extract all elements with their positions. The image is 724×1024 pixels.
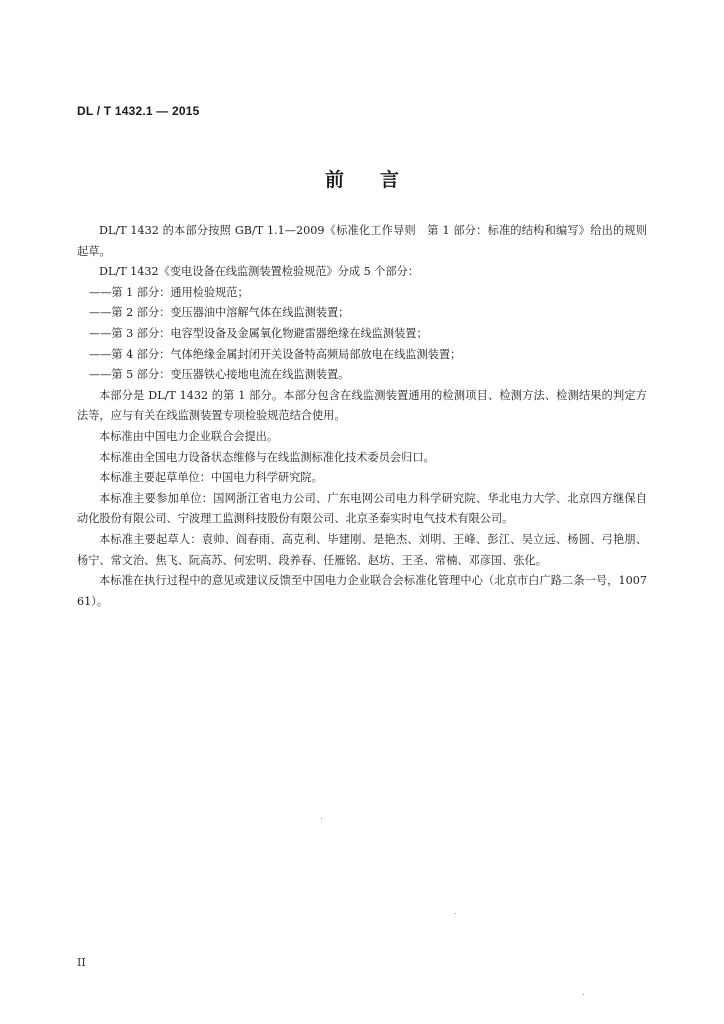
standard-code-header: DL / T 1432.1 — 2015 bbox=[77, 104, 200, 118]
list-item-part-5: ——第 5 部分：变压器铁心接地电流在线监测装置。 bbox=[89, 368, 350, 382]
paragraph-parts-intro: DL/T 1432《变电设备在线监测装置检验规范》分成 5 个部分： bbox=[99, 265, 420, 279]
paragraph-main-drafting-unit: 本标准主要起草单位：中国电力科学研究院。 bbox=[99, 471, 323, 485]
paragraph-under-jurisdiction: 本标准由全国电力设备状态维修与在线监测标准化技术委员会归口。 bbox=[99, 450, 435, 464]
page-number: II bbox=[77, 956, 86, 969]
paragraph-participating-units: 本标准主要参加单位：国网浙江省电力公司、广东电网公司电力科学研究院、华北电力大学、北京四方继保自动化股份有限公司、宁波理工监测科技股份有限公司、北京圣泰实时电气技术有限公司。 bbox=[77, 491, 647, 526]
page-title: 前言 bbox=[324, 169, 435, 191]
list-item-part-3: ——第 3 部分：电容型设备及金属氧化物避雷器绝缘在线监测装置； bbox=[89, 326, 428, 340]
paragraph-drafters: 本标准主要起草人：袁帅、阎春雨、高克利、毕建刚、是艳杰、刘明、王峰、彭江、吴立远、杨圆、弓艳朋、杨宁、常文治、焦飞、阮高苏、何宏明、段养春、任雁铭、赵坊、王圣、常楠、邓彦国、张化。 bbox=[77, 532, 647, 567]
list-item-part-1: ——第 1 部分：通用检验规范； bbox=[89, 285, 249, 299]
list-item-part-2: ——第 2 部分：变压器油中溶解气体在线监测装置； bbox=[89, 306, 350, 320]
paragraph-proposed-by: 本标准由中国电力企业联合会提出。 bbox=[99, 429, 279, 443]
paragraph-scope: 本部分是 DL/T 1432 的第 1 部分。本部分包含在线监测装置通用的检测项目、检测方法、检测结果的判定方法等，应与有关在线监测装置专项检验规范结合使用。 bbox=[77, 388, 647, 423]
foreword-body bbox=[77, 221, 647, 612]
paragraph-drafting-rules: DL/T 1432 的本部分按照 GB/T 1.1—2009《标准化工作导则 第 1 部分：标准的结构和编写》给出的规则起草。 bbox=[77, 224, 647, 258]
scan-speck bbox=[583, 994, 584, 995]
scan-speck bbox=[455, 913, 456, 914]
list-item-part-4: ——第 4 部分：气体绝缘金属封闭开关设备特高频局部放电在线监测装置； bbox=[89, 347, 462, 361]
scan-speck bbox=[321, 818, 322, 819]
paragraph-feedback-contact: 本标准在执行过程中的意见或建议反馈至中国电力企业联合会标准化管理中心（北京市白广路二条一号，100761）。 bbox=[77, 574, 647, 608]
